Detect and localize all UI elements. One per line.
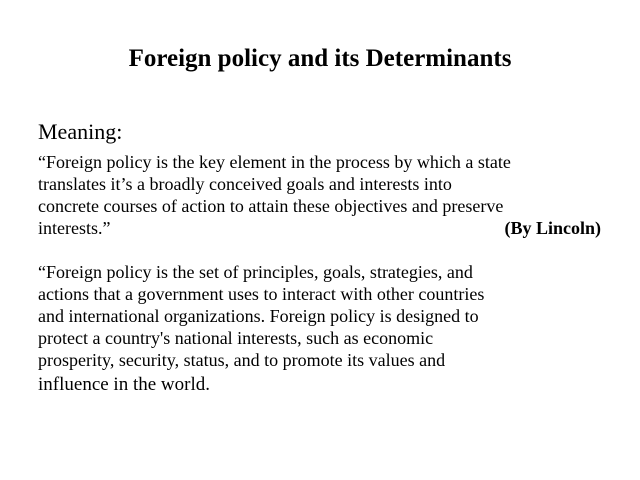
quote-2-line-1: “Foreign policy is the set of principles, goals, strategies, and [38, 262, 473, 282]
slide-title: Foreign policy and its Determinants [128, 45, 512, 72]
quote-1-line-2: translates it’s a broadly conceived goals and interests into [38, 174, 452, 194]
quote-definition-2 [38, 261, 603, 396]
quote-1-line-3: concrete courses of action to attain these objectives and preserve [38, 196, 504, 216]
quote-1-line-4 [38, 217, 603, 239]
quote-definition-1 [38, 151, 603, 239]
quote-1-attribution: (By Lincoln) [504, 218, 601, 238]
quote-2-line-5: prosperity, security, status, and to promote its values and [38, 350, 446, 370]
quote-2-line-2: actions that a government uses to interact with other countries [38, 284, 485, 304]
quote-2-line-6: influence in the world. [38, 374, 211, 395]
meaning-label: Meaning: [38, 119, 123, 144]
quote-2-line-4: protect a country's national interests, such as economic [38, 328, 434, 348]
quote-1-line-1: “Foreign policy is the key element in the process by which a state [38, 152, 511, 172]
quote-2-line-3: and international organizations. Foreign policy is designed to [38, 306, 479, 326]
quote-1-line-4-text: interests.” [38, 218, 111, 238]
